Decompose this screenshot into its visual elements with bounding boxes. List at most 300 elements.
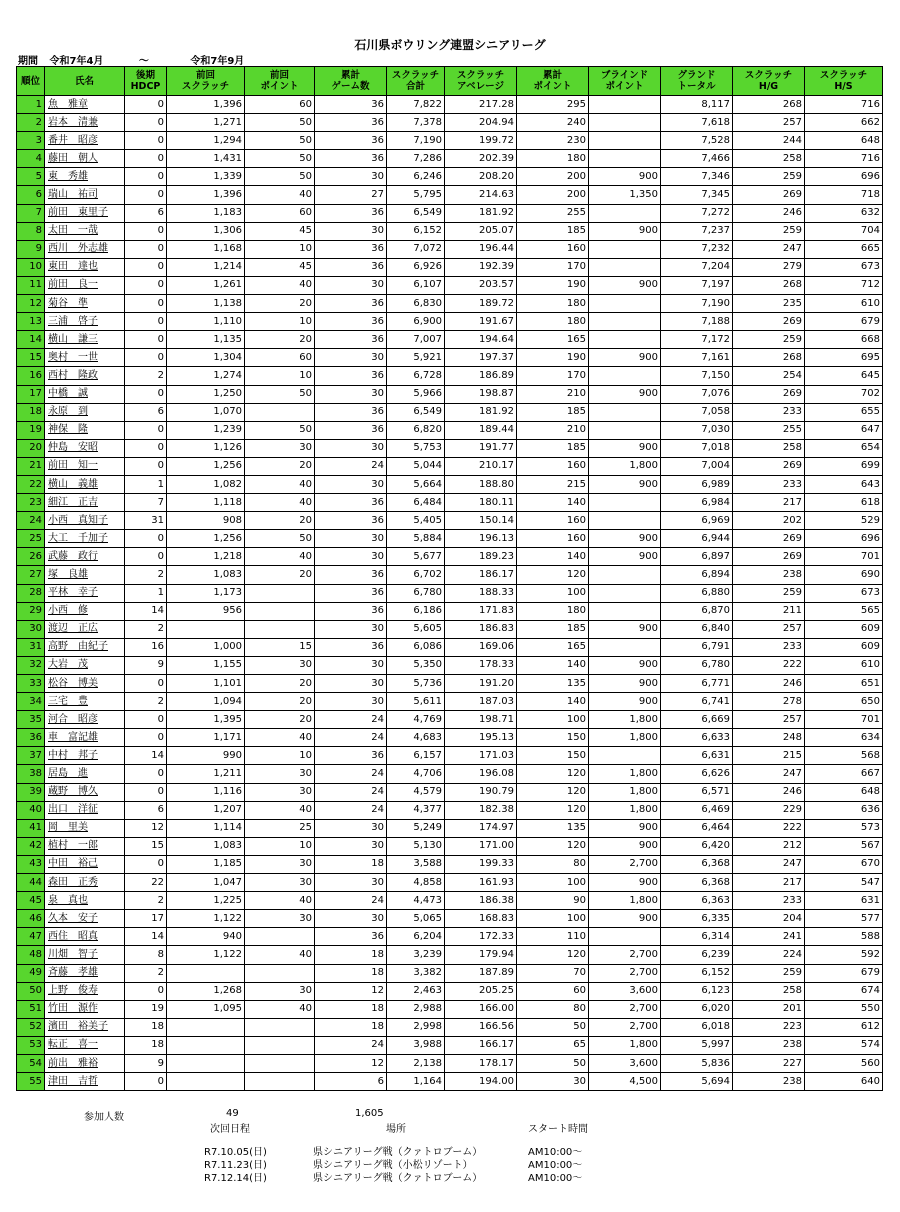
- table-cell: 247: [733, 765, 805, 783]
- table-cell: 171.03: [445, 747, 517, 765]
- table-cell: 1,082: [167, 475, 245, 493]
- table-row: [17, 638, 883, 656]
- table-cell: 1,207: [167, 801, 245, 819]
- table-cell: 30: [315, 656, 387, 674]
- table-cell: 940: [167, 928, 245, 946]
- table-cell: 956: [167, 602, 245, 620]
- table-cell: 900: [589, 276, 661, 294]
- table-cell: 36: [315, 602, 387, 620]
- player-name: 津田 吉哲: [45, 1073, 125, 1091]
- table-cell: 0: [125, 186, 167, 204]
- table-cell: 0: [125, 313, 167, 331]
- table-row: [17, 150, 883, 168]
- table-cell: 1,225: [167, 892, 245, 910]
- table-cell: 140: [517, 494, 589, 512]
- table-cell: 5,405: [387, 512, 445, 530]
- player-name: 横山 謙三: [45, 331, 125, 349]
- table-row: [17, 747, 883, 765]
- table-cell: 650: [805, 693, 883, 711]
- table-cell: 10: [245, 837, 315, 855]
- table-cell: 1,396: [167, 96, 245, 114]
- table-cell: 696: [805, 168, 883, 186]
- table-cell: 257: [733, 620, 805, 638]
- table-cell: 181.92: [445, 403, 517, 421]
- place-label: 場所: [386, 1124, 406, 1135]
- player-name: 前出 雅裕: [45, 1054, 125, 1072]
- table-row: [17, 602, 883, 620]
- table-cell: [589, 494, 661, 512]
- table-cell: 7,232: [661, 240, 733, 258]
- table-cell: 20: [245, 566, 315, 584]
- table-cell: [589, 132, 661, 150]
- table-cell: 1,083: [167, 837, 245, 855]
- table-cell: 6,900: [387, 313, 445, 331]
- table-cell: 36: [315, 928, 387, 946]
- table-cell: 166.56: [445, 1018, 517, 1036]
- table-cell: 7,272: [661, 204, 733, 222]
- table-cell: 194.00: [445, 1073, 517, 1091]
- table-cell: 50: [245, 385, 315, 403]
- table-cell: 5,884: [387, 530, 445, 548]
- table-cell: 900: [589, 656, 661, 674]
- table-cell: 0: [125, 295, 167, 313]
- table-row: [17, 765, 883, 783]
- table-cell: 0: [125, 349, 167, 367]
- table-cell: 150: [517, 729, 589, 747]
- rank-cell: 43: [17, 855, 45, 873]
- table-cell: 5,350: [387, 656, 445, 674]
- table-cell: 7,204: [661, 258, 733, 276]
- table-cell: 40: [245, 892, 315, 910]
- rank-cell: 12: [17, 295, 45, 313]
- rank-cell: 30: [17, 620, 45, 638]
- table-cell: 6,246: [387, 168, 445, 186]
- rank-cell: 55: [17, 1073, 45, 1091]
- table-cell: 247: [733, 855, 805, 873]
- table-cell: 40: [245, 801, 315, 819]
- table-row: [17, 783, 883, 801]
- player-name: 中橋 誠: [45, 385, 125, 403]
- table-cell: 140: [517, 693, 589, 711]
- rank-cell: 50: [17, 982, 45, 1000]
- table-cell: 6,363: [661, 892, 733, 910]
- participants-label: 参加人数: [84, 1112, 124, 1123]
- table-cell: 900: [589, 819, 661, 837]
- table-cell: 120: [517, 566, 589, 584]
- table-cell: 191.67: [445, 313, 517, 331]
- table-cell: 900: [589, 222, 661, 240]
- table-cell: 161.93: [445, 874, 517, 892]
- table-cell: 670: [805, 855, 883, 873]
- rank-cell: 10: [17, 258, 45, 276]
- table-cell: 716: [805, 96, 883, 114]
- table-cell: 60: [517, 982, 589, 1000]
- schedule-place: 県シニアリーグ戦（クァトロブーム）: [313, 1147, 483, 1158]
- table-cell: 1,116: [167, 783, 245, 801]
- table-cell: 135: [517, 675, 589, 693]
- table-cell: 1,122: [167, 910, 245, 928]
- table-cell: 1,211: [167, 765, 245, 783]
- table-cell: 40: [245, 475, 315, 493]
- table-cell: 612: [805, 1018, 883, 1036]
- table-cell: 0: [125, 168, 167, 186]
- player-name: 蔵野 博久: [45, 783, 125, 801]
- rank-cell: 33: [17, 675, 45, 693]
- table-cell: 4,769: [387, 711, 445, 729]
- player-name: 仲島 安昭: [45, 439, 125, 457]
- table-cell: 36: [315, 96, 387, 114]
- table-cell: 1,800: [589, 765, 661, 783]
- player-name: 永原 到: [45, 403, 125, 421]
- table-cell: 609: [805, 638, 883, 656]
- table-cell: 0: [125, 439, 167, 457]
- table-row: [17, 222, 883, 240]
- table-cell: 190: [517, 349, 589, 367]
- table-cell: 6,894: [661, 566, 733, 584]
- rank-cell: 15: [17, 349, 45, 367]
- table-cell: 550: [805, 1000, 883, 1018]
- table-cell: 30: [315, 439, 387, 457]
- player-name: 奥村 一世: [45, 349, 125, 367]
- period-label: 期間: [18, 56, 38, 67]
- table-cell: 1,095: [167, 1000, 245, 1018]
- table-cell: 36: [315, 150, 387, 168]
- table-cell: 36: [315, 367, 387, 385]
- table-row: [17, 1018, 883, 1036]
- table-cell: 198.87: [445, 385, 517, 403]
- rank-cell: 34: [17, 693, 45, 711]
- rank-cell: 35: [17, 711, 45, 729]
- table-cell: 900: [589, 693, 661, 711]
- table-cell: 20: [245, 693, 315, 711]
- table-cell: 6,368: [661, 855, 733, 873]
- schedule-time: AM10:00～: [528, 1147, 583, 1158]
- table-cell: 7,172: [661, 331, 733, 349]
- player-name: 中村 邦子: [45, 747, 125, 765]
- table-cell: 254: [733, 367, 805, 385]
- table-cell: 609: [805, 620, 883, 638]
- table-cell: 24: [315, 457, 387, 475]
- rank-cell: 9: [17, 240, 45, 258]
- player-name: 三浦 啓子: [45, 313, 125, 331]
- table-cell: 238: [733, 1073, 805, 1091]
- table-cell: 1,250: [167, 385, 245, 403]
- table-cell: [245, 584, 315, 602]
- rank-cell: 16: [17, 367, 45, 385]
- table-cell: 7,822: [387, 96, 445, 114]
- table-row: [17, 711, 883, 729]
- table-cell: 212: [733, 837, 805, 855]
- table-cell: 7,188: [661, 313, 733, 331]
- table-cell: 14: [125, 602, 167, 620]
- table-cell: 160: [517, 457, 589, 475]
- table-cell: 6,771: [661, 675, 733, 693]
- table-cell: 1,271: [167, 114, 245, 132]
- player-name: 瑞山 祐司: [45, 186, 125, 204]
- player-name: 川畑 智子: [45, 946, 125, 964]
- player-name: 渡辺 正広: [45, 620, 125, 638]
- table-cell: 547: [805, 874, 883, 892]
- table-cell: 2: [125, 693, 167, 711]
- period-separator: ～: [138, 56, 149, 67]
- table-cell: 24: [315, 892, 387, 910]
- rank-cell: 29: [17, 602, 45, 620]
- table-cell: 255: [517, 204, 589, 222]
- table-cell: [589, 367, 661, 385]
- player-name: 中田 裕己: [45, 855, 125, 873]
- table-cell: 178.33: [445, 656, 517, 674]
- player-name: 前田 良一: [45, 276, 125, 294]
- rank-cell: 54: [17, 1054, 45, 1072]
- rank-cell: 11: [17, 276, 45, 294]
- table-cell: 7,528: [661, 132, 733, 150]
- table-cell: 50: [517, 1054, 589, 1072]
- table-cell: 22: [125, 874, 167, 892]
- table-cell: 1,135: [167, 331, 245, 349]
- player-name: 転正 喜一: [45, 1036, 125, 1054]
- table-cell: 1,047: [167, 874, 245, 892]
- table-row: [17, 874, 883, 892]
- table-cell: 189.44: [445, 421, 517, 439]
- table-cell: 30: [315, 548, 387, 566]
- table-cell: 30: [245, 439, 315, 457]
- table-cell: 5,753: [387, 439, 445, 457]
- table-cell: 140: [517, 656, 589, 674]
- table-cell: 217: [733, 874, 805, 892]
- table-cell: 170: [517, 258, 589, 276]
- table-cell: 1,110: [167, 313, 245, 331]
- table-cell: 224: [733, 946, 805, 964]
- table-row: [17, 186, 883, 204]
- table-cell: 1,256: [167, 457, 245, 475]
- table-cell: 36: [315, 403, 387, 421]
- table-cell: 6: [125, 801, 167, 819]
- table-cell: 40: [245, 186, 315, 204]
- table-cell: 223: [733, 1018, 805, 1036]
- table-cell: 1: [125, 584, 167, 602]
- table-cell: [589, 114, 661, 132]
- rank-cell: 23: [17, 494, 45, 512]
- player-name: 前田 東里子: [45, 204, 125, 222]
- table-cell: 668: [805, 331, 883, 349]
- table-cell: 702: [805, 385, 883, 403]
- table-row: [17, 982, 883, 1000]
- table-row: [17, 313, 883, 331]
- table-cell: 2: [125, 367, 167, 385]
- table-cell: 1,800: [589, 801, 661, 819]
- table-cell: 634: [805, 729, 883, 747]
- table-row: [17, 530, 883, 548]
- table-cell: 1,138: [167, 295, 245, 313]
- table-cell: 120: [517, 837, 589, 855]
- table-cell: 1,070: [167, 403, 245, 421]
- player-name: 車 富記雄: [45, 729, 125, 747]
- player-name: 久本 安子: [45, 910, 125, 928]
- table-cell: 160: [517, 512, 589, 530]
- table-cell: 18: [125, 1036, 167, 1054]
- period-line: [18, 52, 244, 67]
- table-cell: 1,183: [167, 204, 245, 222]
- table-cell: 15: [245, 638, 315, 656]
- table-cell: 229: [733, 801, 805, 819]
- player-name: 大岩 茂: [45, 656, 125, 674]
- table-cell: 186.17: [445, 566, 517, 584]
- table-cell: 6,926: [387, 258, 445, 276]
- rank-cell: 39: [17, 783, 45, 801]
- table-cell: [589, 295, 661, 313]
- table-cell: 211: [733, 602, 805, 620]
- table-cell: 7,030: [661, 421, 733, 439]
- player-name: 武藤 政行: [45, 548, 125, 566]
- table-cell: 36: [315, 313, 387, 331]
- table-cell: 0: [125, 765, 167, 783]
- table-cell: 900: [589, 548, 661, 566]
- table-cell: 679: [805, 313, 883, 331]
- table-cell: 1,118: [167, 494, 245, 512]
- table-cell: 12: [315, 982, 387, 1000]
- table-cell: 233: [733, 892, 805, 910]
- table-cell: 27: [315, 186, 387, 204]
- table-cell: 5,997: [661, 1036, 733, 1054]
- table-cell: 6,969: [661, 512, 733, 530]
- table-header-row: [17, 67, 883, 96]
- table-cell: 2,700: [589, 855, 661, 873]
- table-row: [17, 494, 883, 512]
- table-cell: 5,736: [387, 675, 445, 693]
- table-cell: 269: [733, 457, 805, 475]
- table-row: [17, 928, 883, 946]
- table-cell: 200: [517, 168, 589, 186]
- table-cell: 1,083: [167, 566, 245, 584]
- table-cell: 7,197: [661, 276, 733, 294]
- table-cell: 0: [125, 114, 167, 132]
- table-cell: 30: [315, 837, 387, 855]
- table-cell: 80: [517, 855, 589, 873]
- table-cell: 4,858: [387, 874, 445, 892]
- table-cell: 203.57: [445, 276, 517, 294]
- table-row: [17, 656, 883, 674]
- table-cell: 6,469: [661, 801, 733, 819]
- table-cell: 665: [805, 240, 883, 258]
- table-row: [17, 367, 883, 385]
- rank-cell: 51: [17, 1000, 45, 1018]
- table-cell: 50: [245, 530, 315, 548]
- table-cell: 645: [805, 367, 883, 385]
- player-name: 出口 洋征: [45, 801, 125, 819]
- table-cell: 40: [245, 494, 315, 512]
- table-cell: 3,382: [387, 964, 445, 982]
- table-cell: 20: [245, 331, 315, 349]
- table-cell: 36: [315, 421, 387, 439]
- table-cell: 716: [805, 150, 883, 168]
- start-time-label: スタート時間: [528, 1124, 588, 1135]
- rank-cell: 25: [17, 530, 45, 548]
- table-cell: 6: [125, 204, 167, 222]
- rank-cell: 45: [17, 892, 45, 910]
- table-cell: 900: [589, 439, 661, 457]
- table-cell: [245, 1018, 315, 1036]
- table-cell: 259: [733, 168, 805, 186]
- column-header: スクラッチ アベレージ: [445, 67, 517, 96]
- table-cell: 269: [733, 313, 805, 331]
- table-cell: 30: [245, 910, 315, 928]
- table-cell: 172.33: [445, 928, 517, 946]
- table-cell: 2,138: [387, 1054, 445, 1072]
- table-cell: 1,304: [167, 349, 245, 367]
- table-cell: 610: [805, 295, 883, 313]
- table-cell: 18: [315, 946, 387, 964]
- table-cell: 20: [245, 711, 315, 729]
- player-name: 竹田 源作: [45, 1000, 125, 1018]
- table-cell: 189.23: [445, 548, 517, 566]
- table-cell: 1,274: [167, 367, 245, 385]
- table-cell: 190.79: [445, 783, 517, 801]
- table-cell: 259: [733, 331, 805, 349]
- next-schedule-label: 次回日程: [210, 1124, 250, 1135]
- table-cell: [589, 421, 661, 439]
- table-cell: 6,571: [661, 783, 733, 801]
- table-cell: 197.37: [445, 349, 517, 367]
- table-row: [17, 295, 883, 313]
- table-cell: 6,830: [387, 295, 445, 313]
- table-cell: 900: [589, 837, 661, 855]
- table-cell: 7,190: [661, 295, 733, 313]
- table-cell: 24: [315, 801, 387, 819]
- table-cell: 900: [589, 168, 661, 186]
- table-cell: 233: [733, 403, 805, 421]
- column-header: 累計 ポイント: [517, 67, 589, 96]
- table-cell: 6,780: [661, 656, 733, 674]
- table-cell: 0: [125, 421, 167, 439]
- table-cell: 196.44: [445, 240, 517, 258]
- table-cell: 6,820: [387, 421, 445, 439]
- table-cell: 50: [245, 150, 315, 168]
- table-cell: 30: [315, 349, 387, 367]
- table-cell: [245, 928, 315, 946]
- table-row: [17, 566, 883, 584]
- table-cell: 187.89: [445, 964, 517, 982]
- table-cell: 695: [805, 349, 883, 367]
- rank-cell: 28: [17, 584, 45, 602]
- schedule-place: 県シニアリーグ戦（クァトロブーム）: [313, 1173, 483, 1184]
- table-cell: 573: [805, 819, 883, 837]
- table-cell: 908: [167, 512, 245, 530]
- table-cell: 632: [805, 204, 883, 222]
- table-cell: 210: [517, 385, 589, 403]
- rank-cell: 1: [17, 96, 45, 114]
- table-cell: 655: [805, 403, 883, 421]
- table-cell: 268: [733, 276, 805, 294]
- table-cell: 196.08: [445, 765, 517, 783]
- player-name: 三宅 豊: [45, 693, 125, 711]
- rank-cell: 49: [17, 964, 45, 982]
- table-cell: 186.89: [445, 367, 517, 385]
- table-cell: 6,239: [661, 946, 733, 964]
- schedule-time: AM10:00～: [528, 1173, 583, 1184]
- player-name: 岡 里美: [45, 819, 125, 837]
- table-cell: 900: [589, 475, 661, 493]
- page-title: 石川県ボウリング連盟シニアリーグ: [354, 38, 546, 52]
- table-cell: 14: [125, 928, 167, 946]
- player-name: 細江 正吉: [45, 494, 125, 512]
- table-cell: 257: [733, 711, 805, 729]
- table-cell: [245, 602, 315, 620]
- table-cell: 36: [315, 512, 387, 530]
- table-cell: 1,800: [589, 457, 661, 475]
- rank-cell: 40: [17, 801, 45, 819]
- table-row: [17, 1073, 883, 1091]
- table-cell: 233: [733, 475, 805, 493]
